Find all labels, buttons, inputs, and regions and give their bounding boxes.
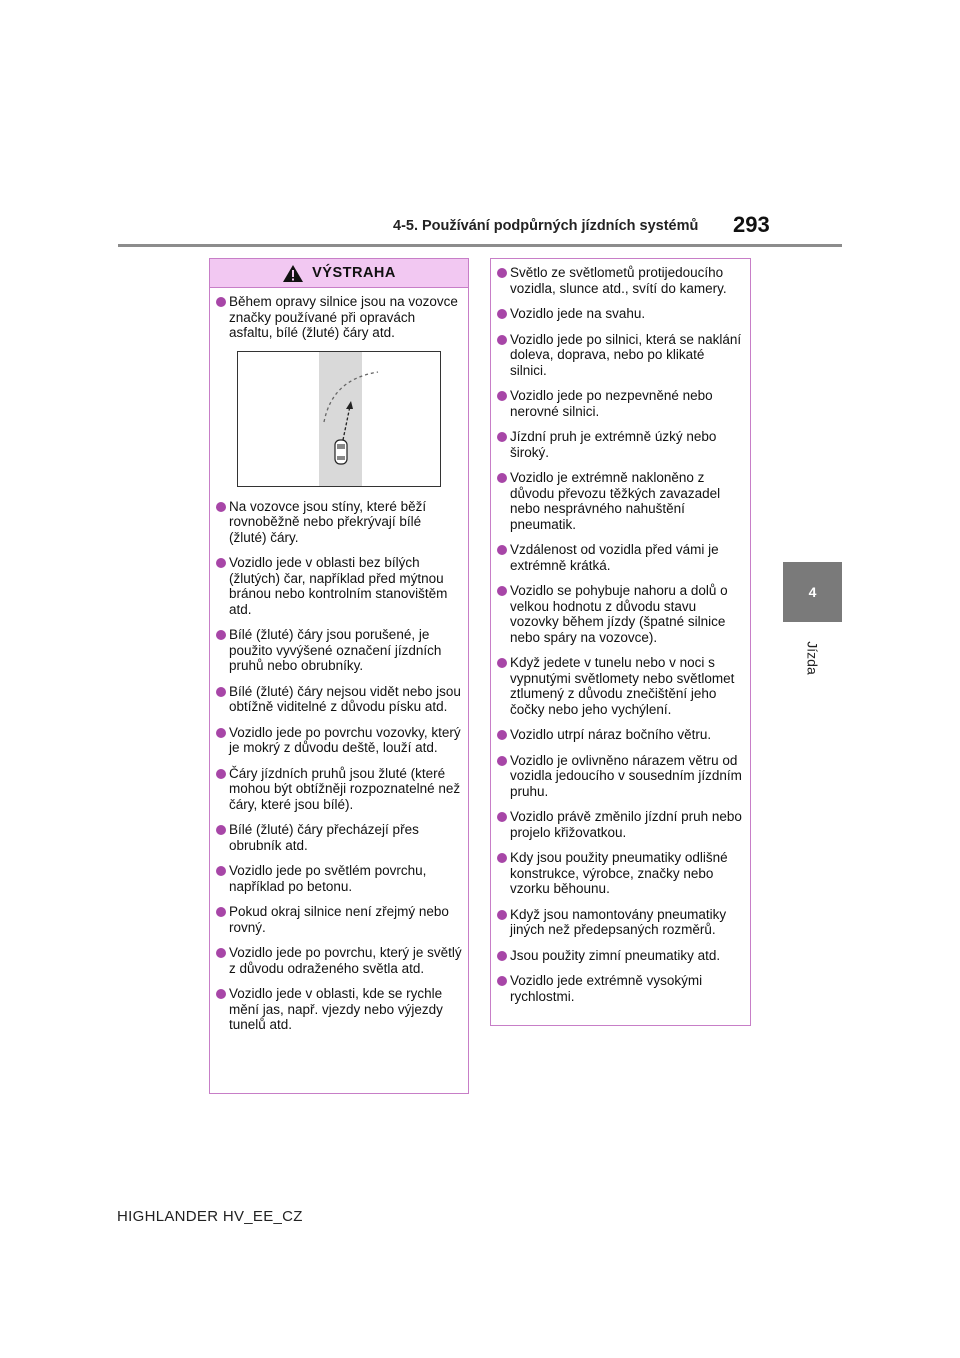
warning-list-right <box>491 259 750 1004</box>
bullet-icon <box>216 558 226 568</box>
list-item-text: Vozidlo je extrémně nakloněno z důvodu převozu těžkých zavazadel nebo nesprávného nahuštění pneumatik. <box>510 470 721 532</box>
list-item <box>497 306 744 322</box>
list-item-text: Jízdní pruh je extrémně úzký nebo široký. <box>510 429 717 460</box>
chapter-tab <box>783 562 842 622</box>
list-item-text: Během opravy silnice jsou na vozovce značky používané při opravách asfaltu, bílé (žluté) čáry atd. <box>229 294 458 340</box>
bullet-icon <box>216 769 226 779</box>
list-item-text: Když jedete v tunelu nebo v noci s vypnutými světlomety nebo světlomet ztlumený z důvodu znečištění jeho čočky nebo jeho vychýlení. <box>510 655 735 717</box>
list-item <box>216 986 462 1033</box>
chapter-number: 4 <box>808 584 817 600</box>
list-item-text: Vozidlo jede po silnici, která se naklání doleva, doprava, nebo po klikaté silnici. <box>510 331 742 378</box>
list-item <box>497 470 744 532</box>
bullet-icon <box>216 502 226 512</box>
list-item <box>497 542 744 573</box>
warning-title: VÝSTRAHA <box>312 265 396 281</box>
bullet-icon <box>497 756 507 766</box>
list-item <box>497 388 744 419</box>
list-item <box>216 766 462 813</box>
bullet-icon <box>497 586 507 596</box>
list-item <box>497 583 744 645</box>
bullet-icon <box>216 687 226 697</box>
chapter-label <box>784 636 842 680</box>
list-item-text: Vozidlo je ovlivněno nárazem větru od vozidla jedoucího v sousedním jízdním pruhu. <box>510 752 742 799</box>
bullet-icon <box>216 907 226 917</box>
section-title: 4-5. Používání podpůrných jízdních systémů <box>393 218 699 234</box>
bullet-icon <box>497 473 507 483</box>
bullet-icon <box>497 545 507 555</box>
list-item-text: Když jsou namontovány pneumatiky jiných než předepsaných rozměrů. <box>510 906 727 937</box>
list-item-text: Čáry jízdních pruhů jsou žluté (které mohou být obtížněji rozpoznatelné než čáry, které jsou bílé). <box>229 765 461 812</box>
list-item <box>497 907 744 938</box>
list-item <box>497 655 744 717</box>
list-item <box>216 945 462 976</box>
list-item-text: Na vozovce jsou stíny, které běží rovnoběžně nebo překrývají bílé (žluté) čáry. <box>229 498 427 545</box>
chapter-label-text: Jízda <box>805 641 821 675</box>
bullet-icon <box>497 812 507 822</box>
list-item-text: Vozidlo jede po světlém povrchu, například po betonu. <box>229 863 427 894</box>
list-item <box>497 265 744 296</box>
page-number: 293 <box>733 212 770 237</box>
warning-list-first <box>210 288 468 341</box>
bullet-icon <box>216 630 226 640</box>
list-item-text: Vzdálenost od vozidla před vámi je extrémně krátká. <box>510 542 719 573</box>
list-item <box>216 822 462 853</box>
bullet-icon <box>216 948 226 958</box>
bullet-icon <box>497 730 507 740</box>
warning-header <box>210 259 468 288</box>
footer-model-code: HIGHLANDER HV_EE_CZ <box>117 1208 303 1225</box>
list-item <box>216 684 462 715</box>
list-item <box>497 850 744 897</box>
list-item <box>497 973 744 1004</box>
bullet-icon <box>216 825 226 835</box>
list-item-text: Bílé (žluté) čáry jsou porušené, je použito vyvýšené označení jízdních pruhů nebo obrubníky. <box>229 627 442 673</box>
list-item-text: Vozidlo jede v oblasti bez bílých (žlutých) čar, například před mýtnou bránou nebo kontrolním stanovištěm atd. <box>229 555 448 617</box>
list-item <box>216 294 462 341</box>
warning-list-left <box>210 499 468 1033</box>
bullet-icon <box>216 297 226 307</box>
list-item <box>497 753 744 800</box>
bullet-icon <box>216 866 226 876</box>
bullet-icon <box>497 853 507 863</box>
list-item <box>497 809 744 840</box>
list-item <box>497 948 744 964</box>
list-item-text: Vozidlo jede po povrchu, který je světlý z důvodu odraženého světla atd. <box>229 945 462 976</box>
list-item-text: Bílé (žluté) čáry nejsou vidět nebo jsou obtížně viditelné z důvodu písku atd. <box>229 683 461 714</box>
list-item-text: Vozidlo jede na svahu. <box>510 306 646 321</box>
list-item-text: Vozidlo jede v oblasti, kde se rychle mění jas, např. vjezdy nebo výjezdy tunelů atd. <box>229 986 443 1032</box>
list-item <box>497 332 744 379</box>
list-item <box>497 727 744 743</box>
bullet-icon <box>497 951 507 961</box>
bullet-icon <box>497 658 507 668</box>
bullet-icon <box>497 910 507 920</box>
bullet-icon <box>216 989 226 999</box>
list-item-text: Vozidlo právě změnilo jízdní pruh nebo projelo křižovatkou. <box>510 809 742 840</box>
list-item <box>216 555 462 617</box>
bullet-icon <box>216 728 226 738</box>
lane-marking-illustration <box>237 351 441 487</box>
list-item-text: Vozidlo jede extrémně vysokými rychlostmi. <box>510 973 703 1004</box>
warning-triangle-icon <box>282 264 304 283</box>
list-item-text: Vozidlo se pohybuje nahoru a dolů o velkou hodnotu z důvodu stavu vozovky během jízdy (špatné silnice nebo spáry na vozovce). <box>510 583 728 645</box>
list-item-text: Kdy jsou použity pneumatiky odlišné konstrukce, výrobce, značky nebo vzorku běhounu. <box>510 850 728 896</box>
bullet-icon <box>497 309 507 319</box>
list-item-text: Světlo ze světlometů protijedoucího vozidla, slunce atd., svítí do kamery. <box>510 265 727 296</box>
list-item-text: Vozidlo jede po nezpevněné nebo nerovné silnici. <box>510 388 713 419</box>
list-item-text: Bílé (žluté) čáry přecházejí přes obrubník atd. <box>229 822 419 853</box>
header-divider <box>118 244 842 247</box>
list-item <box>497 429 744 460</box>
list-item <box>216 627 462 674</box>
list-item <box>216 725 462 756</box>
road-diagram-image <box>238 352 440 486</box>
warning-box-left <box>209 258 469 1094</box>
bullet-icon <box>497 335 507 345</box>
warning-box-right <box>490 258 751 1026</box>
list-item-text: Vozidlo jede po povrchu vozovky, který je mokrý z důvodu deště, louží atd. <box>229 724 461 755</box>
bullet-icon <box>497 976 507 986</box>
list-item-text: Vozidlo utrpí náraz bočního větru. <box>510 727 712 742</box>
bullet-icon <box>497 432 507 442</box>
list-item <box>216 499 462 546</box>
bullet-icon <box>497 391 507 401</box>
list-item-text: Pokud okraj silnice není zřejmý nebo rovný. <box>229 904 449 935</box>
bullet-icon <box>497 268 507 278</box>
list-item-text: Jsou použity zimní pneumatiky atd. <box>510 947 721 963</box>
list-item <box>216 904 462 935</box>
list-item <box>216 863 462 894</box>
